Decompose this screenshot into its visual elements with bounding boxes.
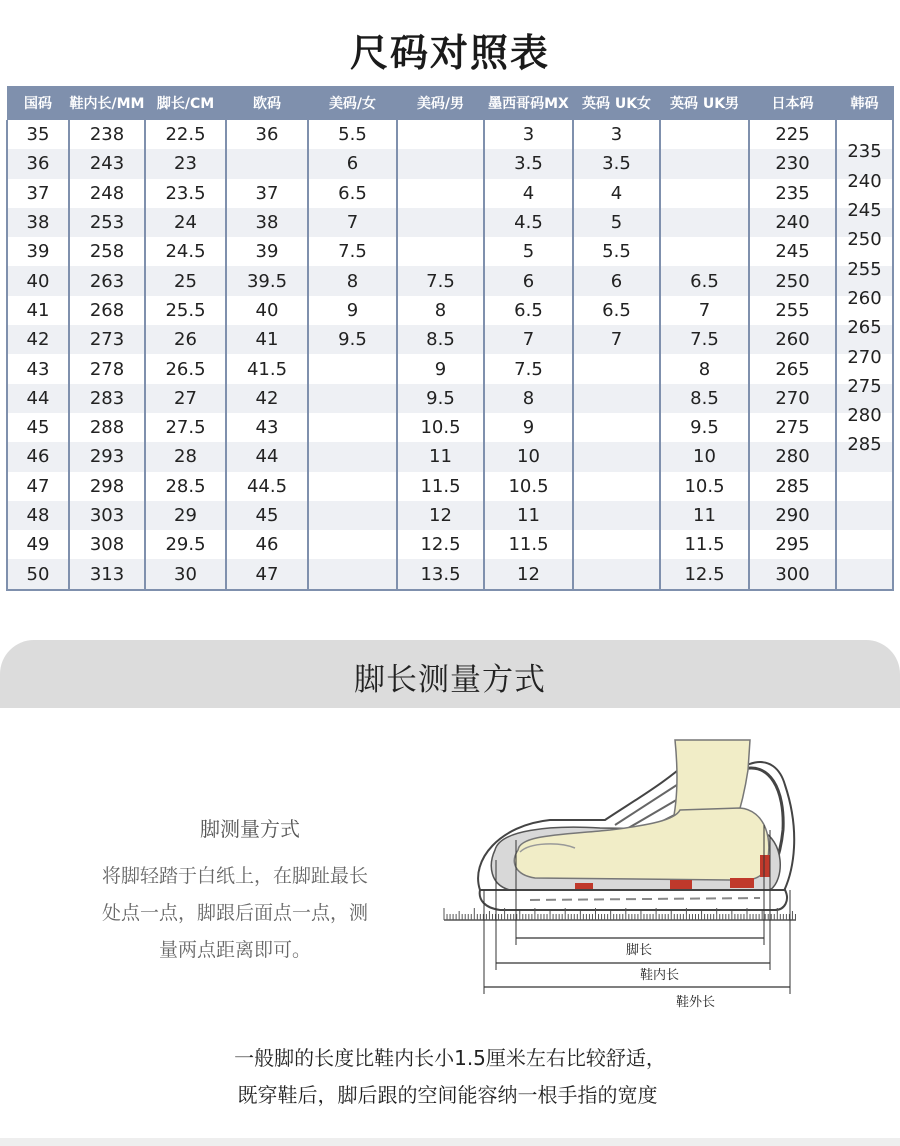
table-row bbox=[7, 179, 893, 208]
table-cell: 43 bbox=[7, 354, 69, 383]
table-cell: 38 bbox=[7, 208, 69, 237]
table-cell: 39 bbox=[226, 237, 308, 266]
table-row bbox=[7, 354, 893, 383]
table-cell: 46 bbox=[226, 530, 308, 559]
table-cell: 238 bbox=[69, 120, 145, 149]
table-cell: 44 bbox=[226, 442, 308, 471]
table-cell: 41 bbox=[226, 325, 308, 354]
table-cell: 24 bbox=[145, 208, 226, 237]
table-cell: 6 bbox=[308, 149, 397, 178]
table-cell: 8 bbox=[660, 354, 749, 383]
table-cell: 273 bbox=[69, 325, 145, 354]
table-cell bbox=[836, 434, 893, 471]
table-cell: 6.5 bbox=[308, 179, 397, 208]
table-cell: 7 bbox=[308, 208, 397, 237]
table-cell: 10 bbox=[660, 442, 749, 471]
table-cell: 255 bbox=[749, 296, 836, 325]
table-cell bbox=[308, 384, 397, 413]
table-cell: 39 bbox=[7, 237, 69, 266]
note-line: 一般脚的长度比鞋内长小1.5厘米左右比较舒适， bbox=[234, 1046, 666, 1070]
table-cell: 29 bbox=[145, 501, 226, 530]
table-row bbox=[7, 325, 893, 354]
table-cell bbox=[573, 413, 660, 442]
table-cell: 8.5 bbox=[397, 325, 484, 354]
table-cell: 22.5 bbox=[145, 120, 226, 149]
table-cell bbox=[397, 149, 484, 178]
table-cell bbox=[308, 442, 397, 471]
table-cell: 7.5 bbox=[308, 237, 397, 266]
table-cell bbox=[836, 501, 893, 530]
table-cell: 6 bbox=[484, 266, 573, 295]
table-cell: 40 bbox=[226, 296, 308, 325]
table-cell: 28.5 bbox=[145, 472, 226, 501]
table-cell bbox=[397, 179, 484, 208]
table-cell bbox=[573, 354, 660, 383]
table-cell: 8 bbox=[308, 266, 397, 295]
table-cell: 258 bbox=[69, 237, 145, 266]
table-cell: 37 bbox=[7, 179, 69, 208]
korean-size-value: 245 bbox=[847, 200, 882, 222]
table-cell: 235 bbox=[749, 179, 836, 208]
table-cell bbox=[660, 120, 749, 149]
table-cell: 50 bbox=[7, 559, 69, 589]
table-cell: 35 bbox=[7, 120, 69, 149]
table-cell: 245 bbox=[749, 237, 836, 266]
table-row bbox=[7, 501, 893, 530]
table-row bbox=[7, 120, 893, 149]
table-body bbox=[7, 120, 893, 590]
table-cell: 225 bbox=[749, 120, 836, 149]
table-cell: 12.5 bbox=[397, 530, 484, 559]
table-cell bbox=[226, 149, 308, 178]
table-cell: 278 bbox=[69, 354, 145, 383]
inner-length-label: 鞋内长 bbox=[640, 968, 680, 983]
size-chart-table bbox=[6, 86, 894, 591]
table-cell: 5 bbox=[484, 237, 573, 266]
table-cell: 7 bbox=[573, 325, 660, 354]
table-cell: 243 bbox=[69, 149, 145, 178]
shoe-foot-diagram-illustration bbox=[440, 730, 800, 1020]
table-cell: 275 bbox=[749, 413, 836, 442]
table-cell: 3.5 bbox=[484, 149, 573, 178]
table-row bbox=[7, 530, 893, 559]
table-cell: 26.5 bbox=[145, 354, 226, 383]
korean-size-value: 255 bbox=[847, 258, 882, 280]
table-cell: 10.5 bbox=[397, 413, 484, 442]
page-title: 尺码对照表 bbox=[349, 31, 550, 75]
table-cell: 248 bbox=[69, 179, 145, 208]
korean-size-value: 250 bbox=[847, 229, 882, 251]
table-cell: 285 bbox=[749, 472, 836, 501]
table-cell bbox=[308, 530, 397, 559]
table-cell bbox=[397, 208, 484, 237]
table-cell: 27 bbox=[145, 384, 226, 413]
table-cell: 42 bbox=[7, 325, 69, 354]
column-header: 韩码 bbox=[836, 86, 893, 120]
table-cell: 3.5 bbox=[573, 149, 660, 178]
table-cell: 9.5 bbox=[308, 325, 397, 354]
column-header: 欧码 bbox=[226, 86, 308, 120]
table-cell bbox=[573, 472, 660, 501]
table-cell: 11.5 bbox=[660, 530, 749, 559]
table-cell: 24.5 bbox=[145, 237, 226, 266]
table-cell: 36 bbox=[7, 149, 69, 178]
table-cell: 49 bbox=[7, 530, 69, 559]
table-cell: 313 bbox=[69, 559, 145, 589]
table-cell: 260 bbox=[749, 325, 836, 354]
table-cell: 42 bbox=[226, 384, 308, 413]
table-cell: 230 bbox=[749, 149, 836, 178]
foot-length-label: 脚长 bbox=[626, 943, 653, 958]
section-title: 脚长测量方式 bbox=[354, 662, 546, 698]
table-cell bbox=[660, 237, 749, 266]
table-cell bbox=[397, 237, 484, 266]
table-cell: 268 bbox=[69, 296, 145, 325]
korean-size-value: 270 bbox=[847, 346, 882, 368]
table-cell: 280 bbox=[749, 442, 836, 471]
table-cell: 28 bbox=[145, 442, 226, 471]
table-cell: 12 bbox=[397, 501, 484, 530]
table-cell: 23 bbox=[145, 149, 226, 178]
korean-size-value: 275 bbox=[847, 375, 882, 397]
table-row bbox=[7, 296, 893, 325]
table-cell: 45 bbox=[7, 413, 69, 442]
table-cell: 44.5 bbox=[226, 472, 308, 501]
table-cell bbox=[573, 501, 660, 530]
table-cell: 9 bbox=[308, 296, 397, 325]
column-header: 英码 UK女 bbox=[573, 86, 660, 120]
table-cell: 11.5 bbox=[397, 472, 484, 501]
table-cell: 7 bbox=[484, 325, 573, 354]
table-cell: 6.5 bbox=[573, 296, 660, 325]
table-cell: 295 bbox=[749, 530, 836, 559]
table-cell: 8.5 bbox=[660, 384, 749, 413]
note-line: 既穿鞋后，脚后跟的空间能容纳一根手指的宽度 bbox=[237, 1083, 658, 1107]
table-cell bbox=[836, 472, 893, 501]
table-cell: 45 bbox=[226, 501, 308, 530]
table-cell: 4 bbox=[484, 179, 573, 208]
table-cell: 36 bbox=[226, 120, 308, 149]
table-cell: 290 bbox=[749, 501, 836, 530]
table-cell: 265 bbox=[749, 354, 836, 383]
table-cell: 25 bbox=[145, 266, 226, 295]
sole-accent bbox=[730, 878, 754, 888]
table-cell: 41.5 bbox=[226, 354, 308, 383]
table-cell: 240 bbox=[749, 208, 836, 237]
table-cell: 10 bbox=[484, 442, 573, 471]
column-header: 日本码 bbox=[749, 86, 836, 120]
table-row bbox=[7, 208, 893, 237]
table-cell: 4.5 bbox=[484, 208, 573, 237]
table-cell bbox=[308, 501, 397, 530]
table-cell: 47 bbox=[7, 472, 69, 501]
table-row bbox=[7, 237, 893, 266]
table-cell: 7 bbox=[660, 296, 749, 325]
table-cell: 48 bbox=[7, 501, 69, 530]
table-cell bbox=[308, 559, 397, 589]
table-cell: 5.5 bbox=[308, 120, 397, 149]
table-header-row bbox=[7, 86, 893, 120]
method-line: 处点一点，脚跟后面点一点，测 bbox=[101, 902, 368, 924]
table-cell: 7.5 bbox=[660, 325, 749, 354]
table-cell bbox=[573, 530, 660, 559]
table-cell: 303 bbox=[69, 501, 145, 530]
method-description bbox=[70, 858, 400, 969]
table-cell: 11 bbox=[397, 442, 484, 471]
table-cell: 38 bbox=[226, 208, 308, 237]
table-cell bbox=[660, 149, 749, 178]
table-row bbox=[7, 384, 893, 413]
table-cell: 25.5 bbox=[145, 296, 226, 325]
table-cell bbox=[397, 120, 484, 149]
table-cell: 11.5 bbox=[484, 530, 573, 559]
table-cell: 5.5 bbox=[573, 237, 660, 266]
method-line: 量两点距离即可。 bbox=[158, 939, 311, 961]
table-cell: 8 bbox=[484, 384, 573, 413]
table-row bbox=[7, 472, 893, 501]
korean-size-value: 240 bbox=[847, 170, 882, 192]
table-row bbox=[7, 413, 893, 442]
table-cell: 9 bbox=[397, 354, 484, 383]
sole-accent bbox=[760, 855, 770, 877]
table-cell: 13.5 bbox=[397, 559, 484, 589]
column-header: 脚长/CM bbox=[145, 86, 226, 120]
table-cell: 6.5 bbox=[484, 296, 573, 325]
column-header: 英码 UK男 bbox=[660, 86, 749, 120]
korean-size-value: 260 bbox=[847, 287, 882, 309]
table-cell: 288 bbox=[69, 413, 145, 442]
table-cell: 11 bbox=[484, 501, 573, 530]
column-header: 国码 bbox=[7, 86, 69, 120]
table-row bbox=[7, 266, 893, 295]
table-cell: 47 bbox=[226, 559, 308, 589]
table-row bbox=[7, 442, 893, 471]
table-cell: 29.5 bbox=[145, 530, 226, 559]
table-cell: 12.5 bbox=[660, 559, 749, 589]
column-header: 鞋内长/MM bbox=[69, 86, 145, 120]
table-cell: 23.5 bbox=[145, 179, 226, 208]
table-cell: 10.5 bbox=[660, 472, 749, 501]
table-cell: 7.5 bbox=[397, 266, 484, 295]
table-cell: 253 bbox=[69, 208, 145, 237]
table-cell: 40 bbox=[7, 266, 69, 295]
table-cell: 7.5 bbox=[484, 354, 573, 383]
comfort-note bbox=[0, 1040, 900, 1114]
table-cell: 283 bbox=[69, 384, 145, 413]
table-cell: 26 bbox=[145, 325, 226, 354]
table-cell: 12 bbox=[484, 559, 573, 589]
table-cell: 6 bbox=[573, 266, 660, 295]
method-title: 脚测量方式 bbox=[200, 817, 300, 841]
table-cell: 43 bbox=[226, 413, 308, 442]
table-cell: 9.5 bbox=[397, 384, 484, 413]
table-cell bbox=[308, 472, 397, 501]
table-cell: 9 bbox=[484, 413, 573, 442]
table-cell: 263 bbox=[69, 266, 145, 295]
column-header: 美码/女 bbox=[308, 86, 397, 120]
korean-size-value: 265 bbox=[847, 317, 882, 339]
table-cell: 41 bbox=[7, 296, 69, 325]
table-cell: 10.5 bbox=[484, 472, 573, 501]
method-line: 将脚轻踏于白纸上，在脚趾最长 bbox=[101, 865, 368, 887]
table-cell: 298 bbox=[69, 472, 145, 501]
table-cell: 3 bbox=[573, 120, 660, 149]
table-cell bbox=[660, 179, 749, 208]
table-cell: 39.5 bbox=[226, 266, 308, 295]
table-cell: 5 bbox=[573, 208, 660, 237]
table-cell bbox=[836, 559, 893, 589]
outer-length-label: 鞋外长 bbox=[676, 995, 716, 1010]
column-header: 墨西哥码MX bbox=[484, 86, 573, 120]
column-header: 美码/男 bbox=[397, 86, 484, 120]
table-cell: 9.5 bbox=[660, 413, 749, 442]
table-cell: 44 bbox=[7, 384, 69, 413]
table-cell bbox=[836, 530, 893, 559]
table-cell bbox=[308, 413, 397, 442]
table-row bbox=[7, 149, 893, 178]
table-cell: 11 bbox=[660, 501, 749, 530]
table-cell: 37 bbox=[226, 179, 308, 208]
table-cell: 293 bbox=[69, 442, 145, 471]
table-cell: 308 bbox=[69, 530, 145, 559]
table-row bbox=[7, 559, 893, 589]
table-cell: 250 bbox=[749, 266, 836, 295]
sole-accent bbox=[670, 880, 692, 890]
table-cell: 3 bbox=[484, 120, 573, 149]
table-cell: 27.5 bbox=[145, 413, 226, 442]
korean-size-value: 285 bbox=[847, 434, 882, 456]
table-cell bbox=[573, 442, 660, 471]
table-cell: 8 bbox=[397, 296, 484, 325]
table-cell: 4 bbox=[573, 179, 660, 208]
table-cell bbox=[660, 208, 749, 237]
korean-size-value: 280 bbox=[847, 405, 882, 427]
table-cell bbox=[573, 384, 660, 413]
table-cell: 6.5 bbox=[660, 266, 749, 295]
table-cell bbox=[573, 559, 660, 589]
table-cell: 270 bbox=[749, 384, 836, 413]
table-cell: 46 bbox=[7, 442, 69, 471]
table-cell: 30 bbox=[145, 559, 226, 589]
korean-size-value: 235 bbox=[847, 141, 882, 163]
table-cell bbox=[308, 354, 397, 383]
table-cell: 300 bbox=[749, 559, 836, 589]
